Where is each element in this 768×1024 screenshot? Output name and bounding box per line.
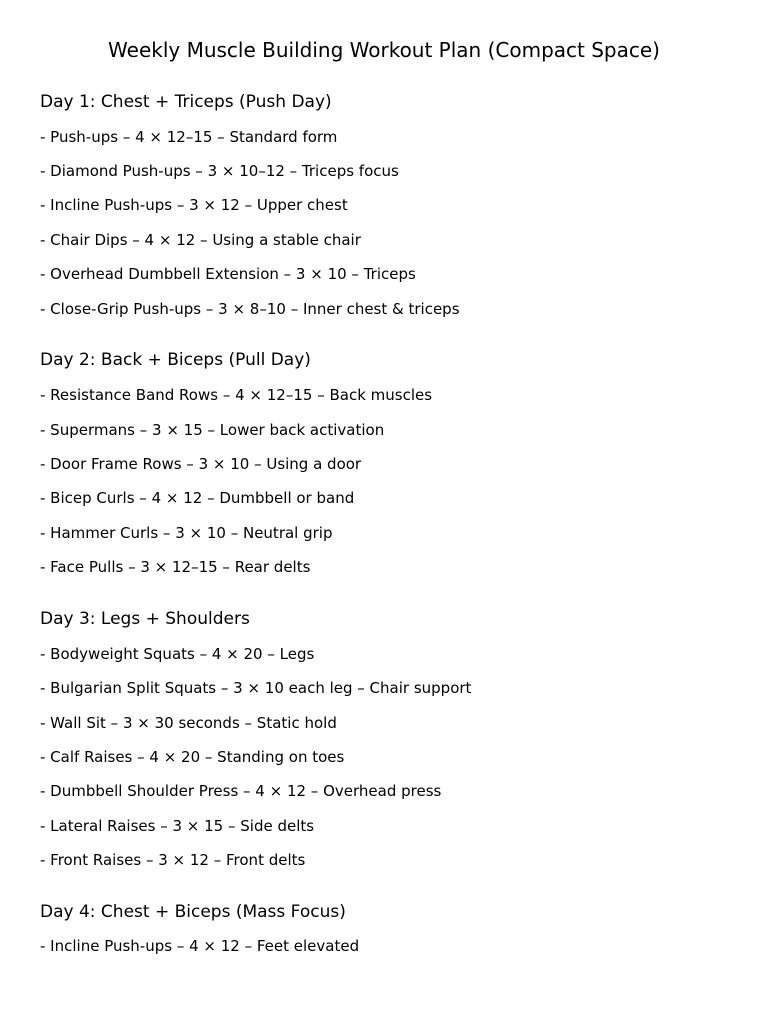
- exercise-item: - Bicep Curls – 4 × 12 – Dumbbell or band: [40, 489, 355, 507]
- exercise-item: - Incline Push-ups – 4 × 12 – Feet elevated: [40, 937, 360, 955]
- exercise-item: - Supermans – 3 × 15 – Lower back activation: [40, 421, 385, 439]
- exercise-item: - Dumbbell Shoulder Press – 4 × 12 – Overhead press: [40, 782, 442, 800]
- exercise-item: - Incline Push-ups – 3 × 12 – Upper chest: [40, 196, 348, 214]
- exercise-item: - Push-ups – 4 × 12–15 – Standard form: [40, 128, 338, 146]
- exercise-item: - Chair Dips – 4 × 12 – Using a stable chair: [40, 231, 361, 249]
- exercise-item: - Bulgarian Split Squats – 3 × 10 each leg – Chair support: [40, 679, 472, 697]
- exercise-item: - Door Frame Rows – 3 × 10 – Using a door: [40, 455, 362, 473]
- day-heading-2: Day 2: Back + Biceps (Pull Day): [40, 350, 311, 370]
- exercise-item: - Front Raises – 3 × 12 – Front delts: [40, 851, 306, 869]
- exercise-item: - Diamond Push-ups – 3 × 10–12 – Triceps focus: [40, 162, 399, 180]
- page-title: Weekly Muscle Building Workout Plan (Compact Space): [108, 38, 660, 62]
- exercise-item: - Close-Grip Push-ups – 3 × 8–10 – Inner chest & triceps: [40, 300, 460, 318]
- exercise-item: - Wall Sit – 3 × 30 seconds – Static hold: [40, 714, 337, 732]
- exercise-item: - Resistance Band Rows – 4 × 12–15 – Back muscles: [40, 386, 433, 404]
- exercise-item: - Overhead Dumbbell Extension – 3 × 10 – Triceps: [40, 265, 416, 283]
- exercise-item: - Bodyweight Squats – 4 × 20 – Legs: [40, 645, 315, 663]
- day-heading-1: Day 1: Chest + Triceps (Push Day): [40, 92, 332, 112]
- day-heading-3: Day 3: Legs + Shoulders: [40, 609, 250, 629]
- exercise-item: - Face Pulls – 3 × 12–15 – Rear delts: [40, 558, 311, 576]
- exercise-item: - Calf Raises – 4 × 20 – Standing on toes: [40, 748, 345, 766]
- exercise-item: - Lateral Raises – 3 × 15 – Side delts: [40, 817, 315, 835]
- day-heading-4: Day 4: Chest + Biceps (Mass Focus): [40, 902, 346, 922]
- exercise-item: - Hammer Curls – 3 × 10 – Neutral grip: [40, 524, 333, 542]
